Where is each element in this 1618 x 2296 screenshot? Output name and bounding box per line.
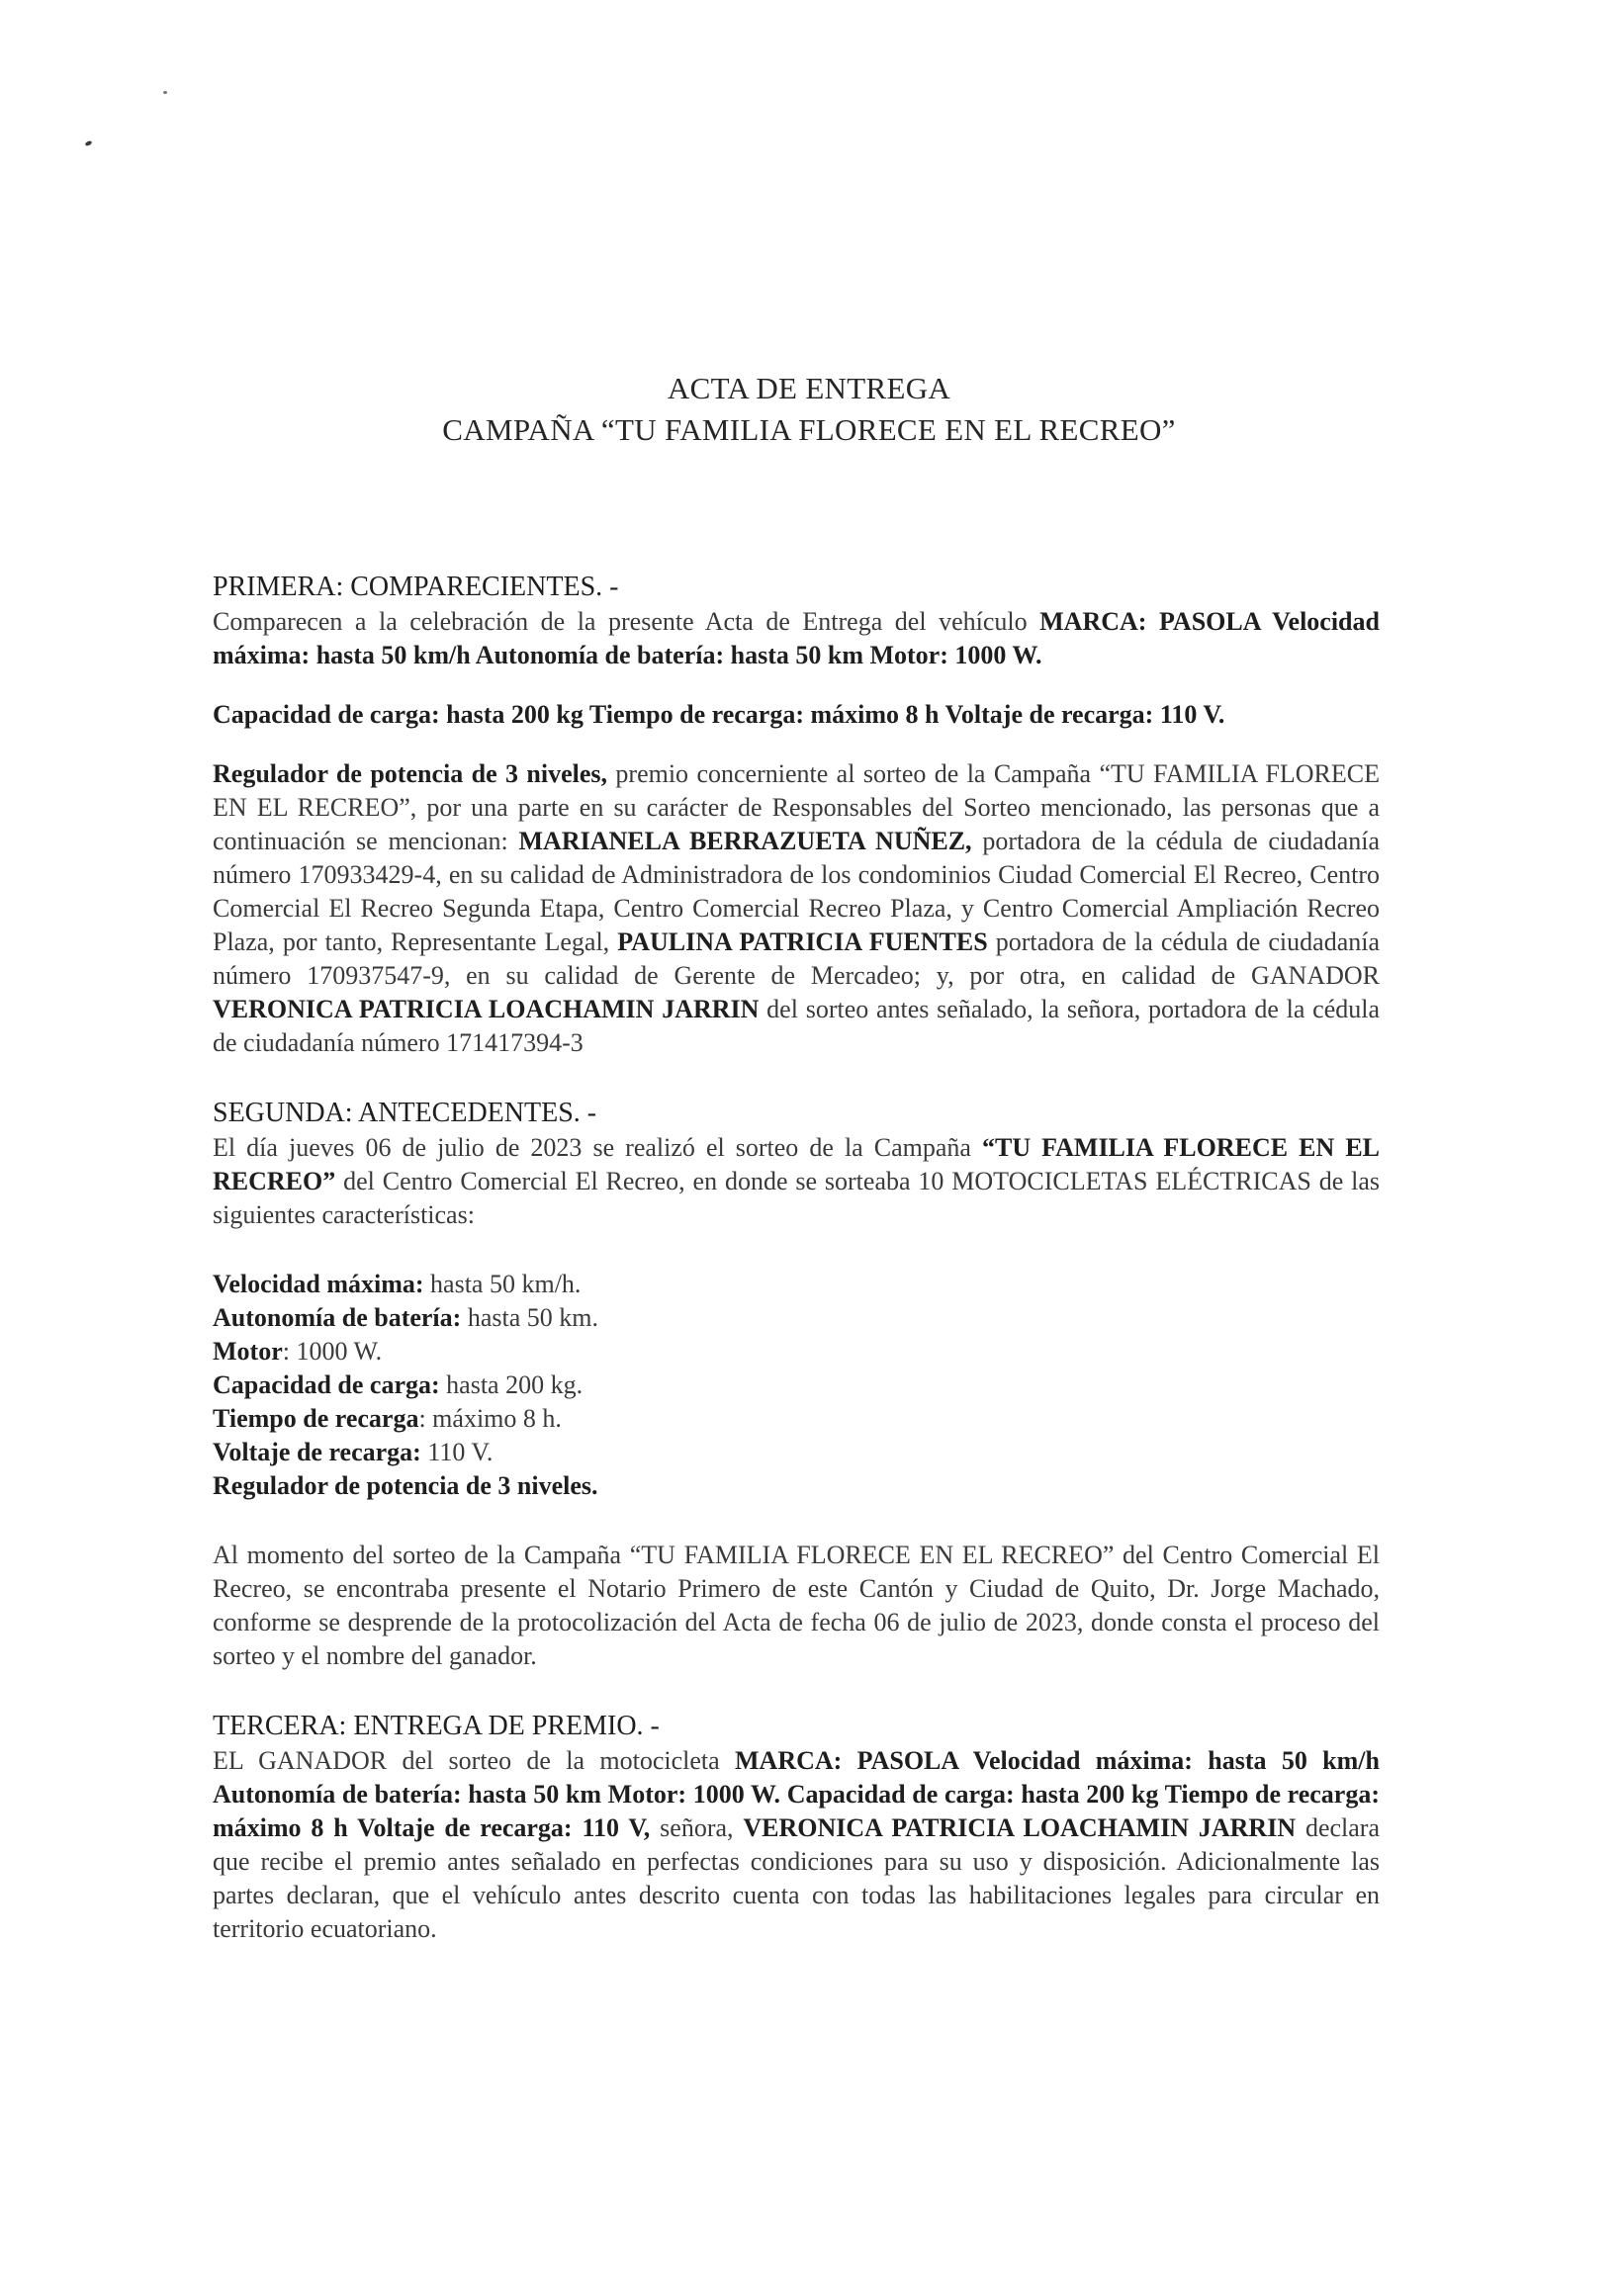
segunda-paragraph-1 xyxy=(213,1131,1380,1232)
primera-regulator: Regulador de potencia de 3 niveles, xyxy=(213,759,608,788)
segunda-text-2: del Centro Comercial El Recreo, en donde se sorteaba 10 MOTOCICLETAS ELÉCTRICAS de las siguientes características: xyxy=(213,1167,1380,1229)
primera-intro-paragraph xyxy=(213,605,1380,672)
section-heading-segunda: SEGUNDA: ANTECEDENTES. - xyxy=(213,1098,597,1128)
spec-item xyxy=(213,1369,1380,1402)
title-line-2: CAMPAÑA “TU FAMILIA FLORECE EN EL RECREO” xyxy=(442,412,1176,447)
segunda-paragraph-2: Al momento del sorteo de la Campaña “TU FAMILIA FLORECE EN EL RECREO” del Centro Comercial El Recreo, se encontraba presente el Notario Primero de este Cantón y Ciudad de Quito, Dr. Jorge Machado, conforme se desprende de la protocolización del Acta de fecha 06 de julio de 2023, donde consta el proceso del sorteo y el nombre del ganador. xyxy=(213,1541,1380,1670)
primera-capacity-paragraph xyxy=(213,698,1380,732)
spec-label: Tiempo de recarga xyxy=(213,1404,419,1433)
spec-item xyxy=(213,1335,1380,1369)
spec-label: Autonomía de batería: xyxy=(213,1303,462,1332)
spec-list xyxy=(213,1268,1380,1503)
spec-item xyxy=(213,1436,1380,1469)
primera-person-1: MARIANELA BERRAZUETA NUÑEZ, xyxy=(518,827,972,855)
primera-text-2: portadora de la cédula de ciudadanía número 170933429-4, en su calidad de Administradora de los condominios Ciudad Comercial El Recreo, Centro Comercial El Recreo Segunda Etapa, Centro Comercial Recreo Plaza, y Centro Comercial Ampliación Recreo Plaza, por tanto, Representante Legal, xyxy=(213,827,1381,956)
spec-item xyxy=(213,1402,1380,1436)
primera-intro: Comparecen a la celebración de la presente Acta de Entrega del vehículo xyxy=(213,607,1040,636)
primera-person-2: PAULINA PATRICIA FUENTES xyxy=(617,927,988,956)
spec-value: hasta 200 kg. xyxy=(439,1370,584,1399)
document-title xyxy=(0,368,1618,451)
section-heading-tercera: TERCERA: ENTREGA DE PREMIO. - xyxy=(213,1711,660,1741)
scan-speck xyxy=(163,91,167,94)
spec-value: hasta 50 km. xyxy=(461,1303,598,1332)
spec-item xyxy=(213,1469,1380,1503)
spec-label: Voltaje de recarga: xyxy=(213,1438,421,1466)
segunda-text-1: El día jueves 06 de julio de 2023 se realizó el sorteo de la Campaña xyxy=(213,1133,982,1162)
tercera-specs: MARCA: PASOLA Velocidad máxima: hasta 50 km/h Autonomía de batería: hasta 50 km Motor: 1000 W. Capacidad de carga: hasta 200 kg Tiempo de recarga: máximo 8 h Voltaje de recarga: 110 V, xyxy=(213,1746,1380,1842)
spec-label: Regulador de potencia de 3 niveles. xyxy=(213,1471,598,1500)
primera-text-4: del sorteo antes señalado, la señora, portadora de la cédula de ciudadanía número 171417394-3 xyxy=(213,995,1381,1057)
tercera-winner: VERONICA PATRICIA LOACHAMIN JARRIN xyxy=(743,1813,1297,1842)
segunda-campaign: “TU FAMILIA FLORECE EN EL RECREO” xyxy=(213,1133,1380,1195)
scan-speck xyxy=(84,140,92,147)
primera-text-1: premio concerniente al sorteo de la Campaña “TU FAMILIA FLORECE EN EL RECREO”, por una parte en su carácter de Responsables del Sorteo mencionado, las personas que a continuación se mencionan: xyxy=(213,759,1380,855)
title-line-1: ACTA DE ENTREGA xyxy=(667,371,951,405)
primera-main-paragraph xyxy=(213,757,1380,1060)
spec-item xyxy=(213,1268,1380,1301)
primera-text-3: portadora de la cédula de ciudadanía número 170937547-9, en su calidad de Gerente de Mercadeo; y, por otra, en calidad de GANADOR xyxy=(213,927,1380,990)
document-body xyxy=(213,570,1380,1946)
tercera-text-1: EL GANADOR del sorteo de la motocicleta xyxy=(213,1746,735,1775)
tercera-text-2: señora, xyxy=(650,1813,744,1842)
primera-capacity-line: Capacidad de carga: hasta 200 kg Tiempo de recarga: máximo 8 h Voltaje de recarga: 110 V. xyxy=(213,700,1225,729)
spec-value: : 1000 W. xyxy=(282,1337,383,1366)
spec-value: 110 V. xyxy=(420,1438,494,1466)
spec-label: Motor xyxy=(213,1337,283,1366)
spec-value: : máximo 8 h. xyxy=(418,1404,562,1433)
spec-item xyxy=(213,1301,1380,1335)
tercera-paragraph xyxy=(213,1744,1380,1946)
section-heading-primera: PRIMERA: COMPARECIENTES. - xyxy=(213,572,619,602)
spec-label: Velocidad máxima: xyxy=(213,1270,424,1298)
spec-value: hasta 50 km/h. xyxy=(423,1270,582,1298)
primera-person-3: VERONICA PATRICIA LOACHAMIN JARRIN xyxy=(213,995,760,1023)
tercera-text-3: declara que recibe el premio antes señalado en perfectas condiciones para su uso y disposición. Adicionalmente las partes declaran, que el vehículo antes descrito cuenta con todas las habilitaciones legales para circular en territorio ecuatoriano. xyxy=(213,1813,1380,1943)
spec-label: Capacidad de carga: xyxy=(213,1370,440,1399)
primera-brand: MARCA: PASOLA Velocidad máxima: hasta 50 km/h Autonomía de batería: hasta 50 km Motor: 1000 W. xyxy=(213,607,1380,669)
